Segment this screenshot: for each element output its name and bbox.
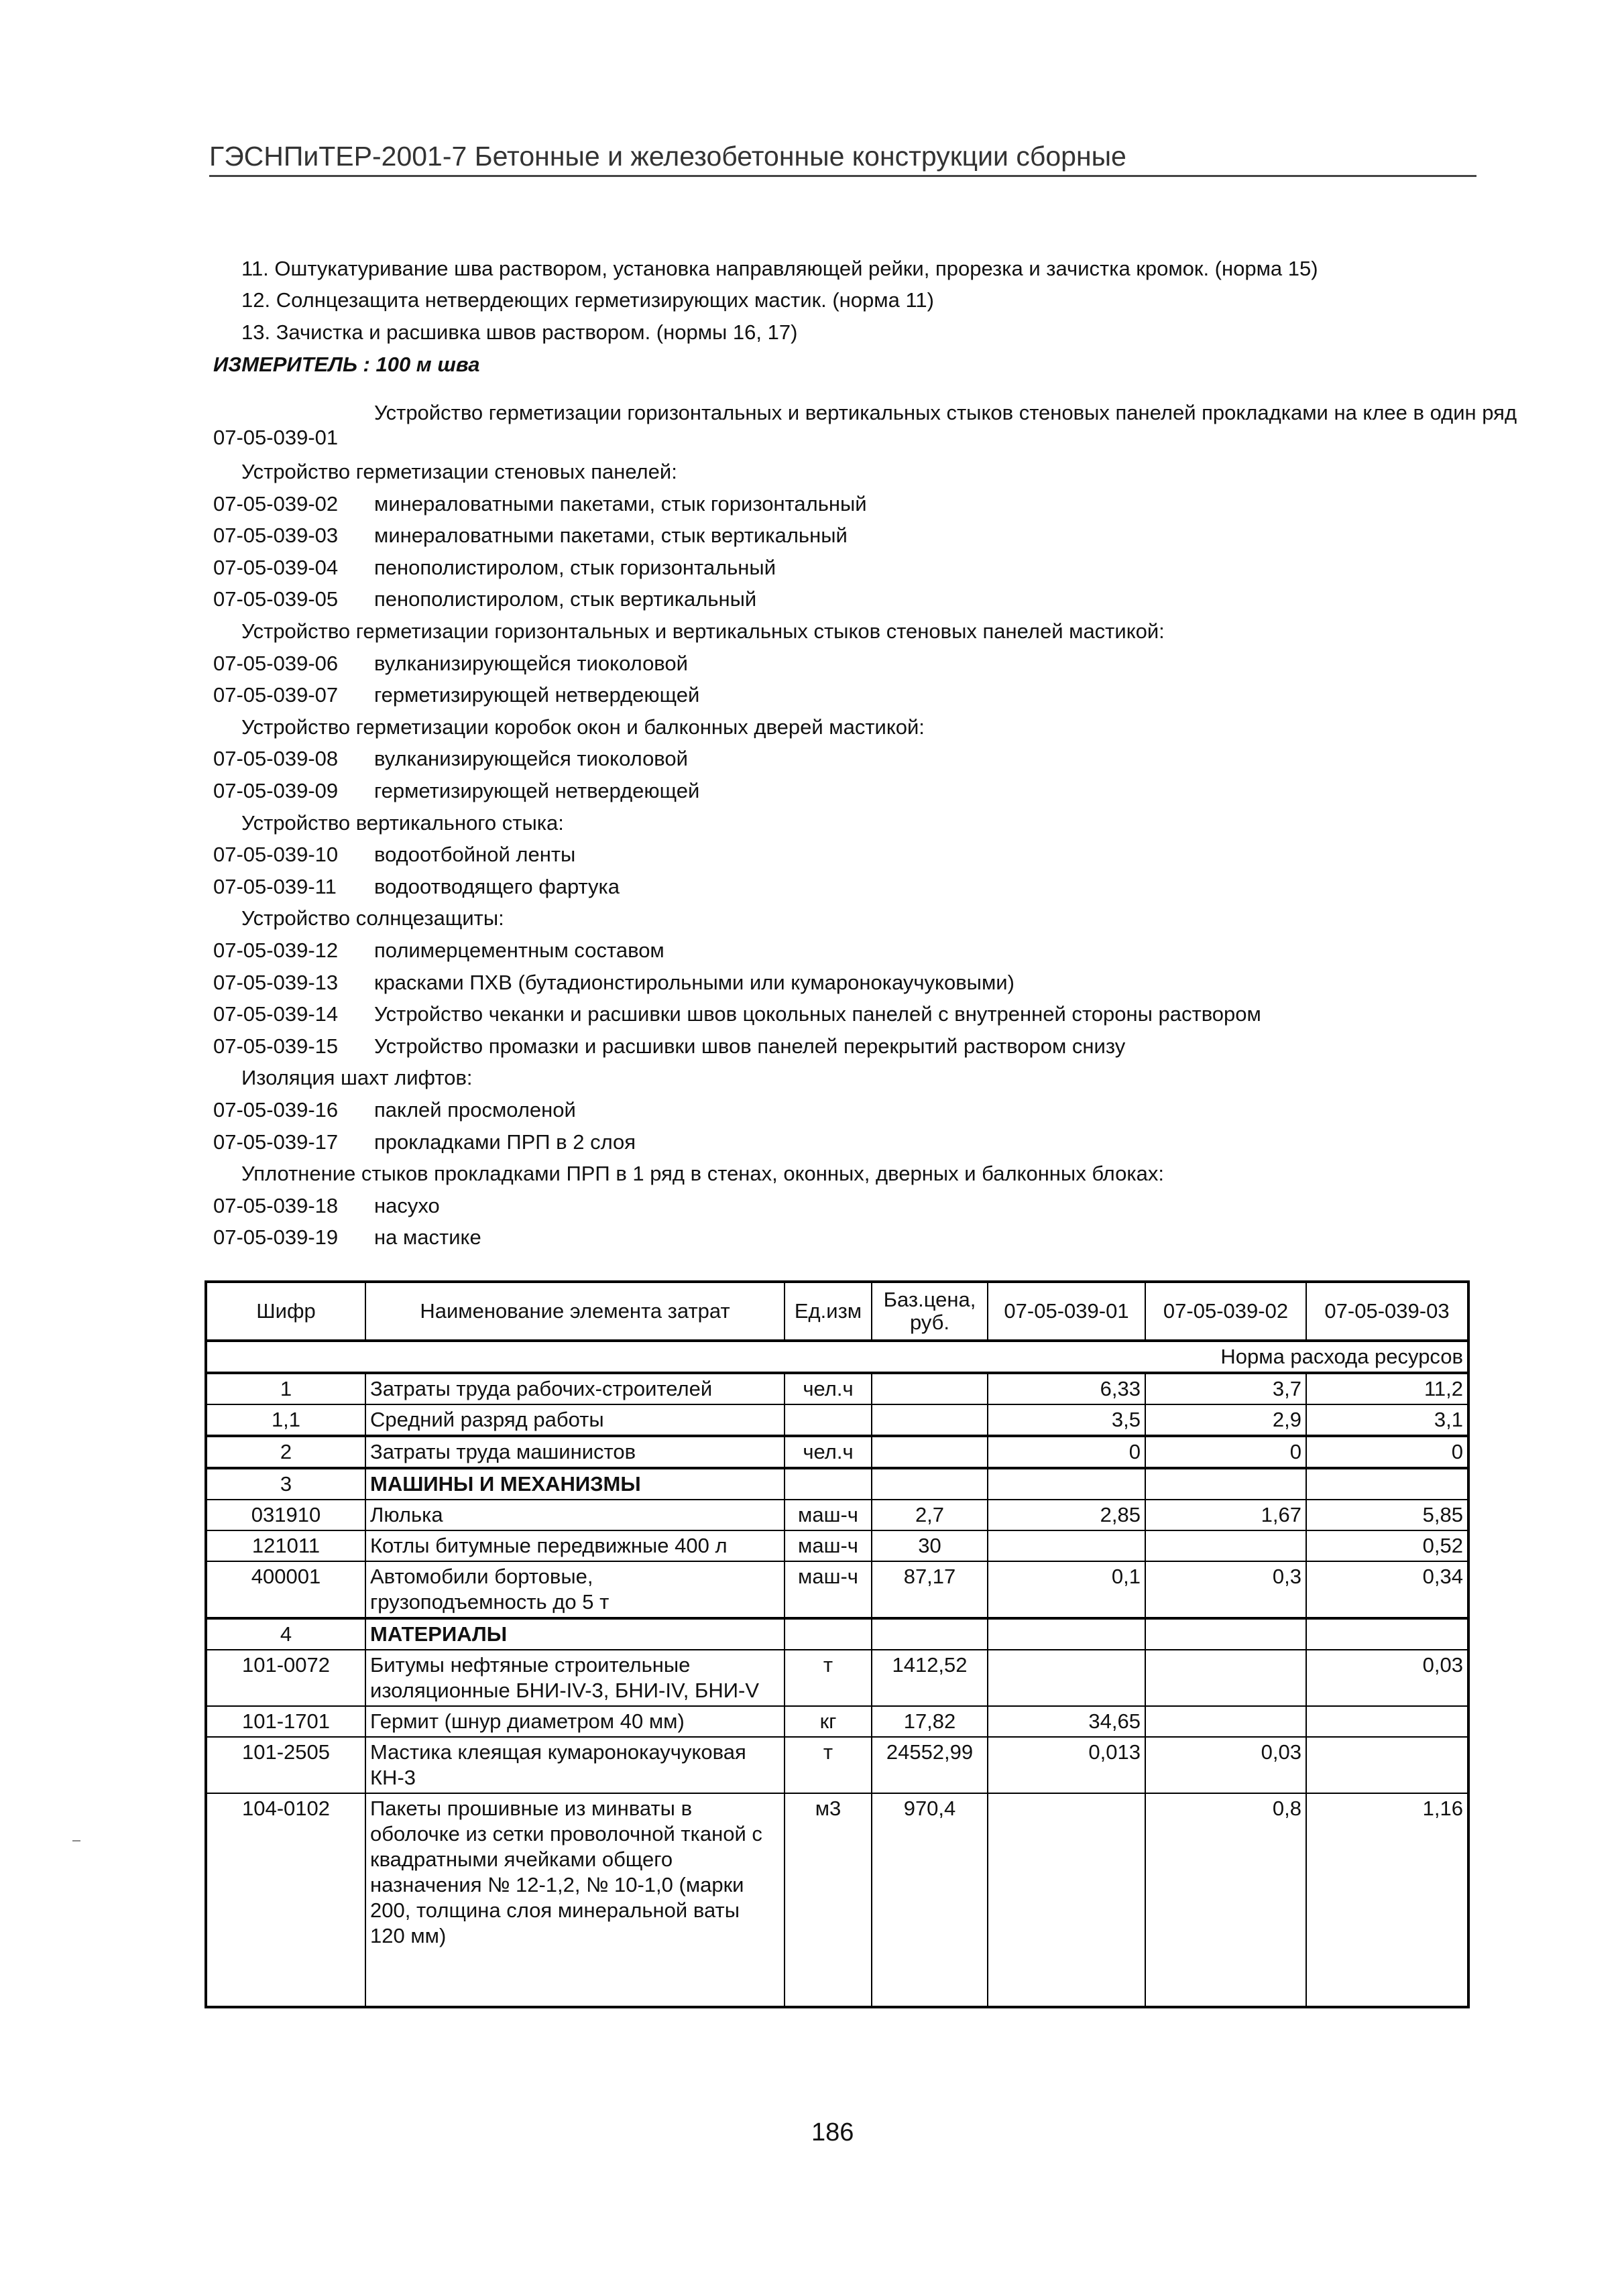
norm-group-title: Устройство вертикального стыка: (241, 811, 564, 835)
norm-title: Устройство промазки и расшивки швов панелей перекрытий раствором снизу (374, 1034, 1126, 1058)
row-price: 17,82 (872, 1706, 988, 1737)
norm-entry (213, 843, 575, 867)
norm-code: 07-05-039-18 (213, 1194, 339, 1217)
row-value-01: 0 (988, 1436, 1145, 1468)
norm-entry (213, 875, 620, 899)
section-title: МАШИНЫ И МЕХАНИЗМЫ (365, 1468, 785, 1500)
norm-code: 07-05-039-17 (213, 1130, 339, 1154)
norm-title: вулканизирующейся тиоколовой (374, 652, 688, 675)
header-col-01: 07-05-039-01 (988, 1282, 1145, 1341)
table-row (206, 1404, 1468, 1436)
norm-title: прокладками ПРП в 2 слоя (374, 1130, 636, 1154)
norm-entry (213, 492, 867, 516)
row-value-03: 3,1 (1306, 1404, 1468, 1436)
row-code: 101-1701 (206, 1706, 365, 1737)
header-col-02: 07-05-039-02 (1145, 1282, 1306, 1341)
norm-entry (213, 971, 1014, 995)
row-code: 101-2505 (206, 1737, 365, 1793)
norm-title: Устройство чеканки и расшивки швов цокольных панелей с внутренней стороны раствором (374, 1002, 1261, 1026)
norm-code: 07-05-039-06 (213, 652, 339, 675)
row-code: 121011 (206, 1530, 365, 1561)
row-name: Затраты труда машинистов (365, 1436, 785, 1468)
norm-entry (213, 939, 664, 963)
norm-title: пенополистиролом, стык горизонтальный (374, 556, 776, 579)
norm-code: 07-05-039-07 (213, 683, 339, 707)
norm-group-title: Изоляция шахт лифтов: (241, 1066, 473, 1089)
row-value-02: 0 (1145, 1436, 1306, 1468)
row-code: 031910 (206, 1500, 365, 1530)
norm-code: 07-05-039-11 (213, 875, 337, 898)
row-value-01: 34,65 (988, 1706, 1145, 1737)
norm-title: на мастике (374, 1225, 481, 1249)
row-code: 400001 (206, 1561, 365, 1618)
norm-entry (213, 556, 776, 580)
row-value-01: 2,85 (988, 1500, 1145, 1530)
norm-title: насухо (374, 1194, 440, 1217)
norm-code: 07-05-039-19 (213, 1225, 339, 1249)
row-name-line: Мастика клеящая кумаронокаучуковая (370, 1740, 746, 1764)
norm-code: 07-05-039-10 (213, 843, 339, 866)
norm-entry (213, 1194, 440, 1218)
row-unit: кг (785, 1706, 872, 1737)
row-name-line: Автомобили бортовые, (370, 1565, 593, 1588)
row-price: 1412,52 (872, 1650, 988, 1706)
row-code: 1,1 (206, 1404, 365, 1436)
norm-title: минераловатными пакетами, стык вертикальный (374, 524, 848, 547)
table-row (206, 1500, 1468, 1530)
work-item-13: 13. Зачистка и расшивка швов раствором. (нормы 16, 17) (241, 320, 798, 344)
row-value-01: 6,33 (988, 1373, 1145, 1404)
row-unit: чел.ч (785, 1373, 872, 1404)
row-price (872, 1373, 988, 1404)
norm-entry (213, 1002, 1261, 1026)
norm-entry (213, 524, 848, 548)
norm-group-title: Уплотнение стыков прокладками ПРП в 1 ряд в стенах, оконных, дверных и балконных блоках: (241, 1162, 1164, 1185)
norm-title: полимерцементным составом (374, 939, 664, 962)
norm-entry (213, 747, 688, 771)
resource-table (205, 1280, 1470, 2008)
table-row (206, 1737, 1468, 1793)
section-row-machines (206, 1468, 1468, 1500)
header-code: Шифр (206, 1282, 365, 1341)
row-value-02: 1,67 (1145, 1500, 1306, 1530)
row-value-03: 0,34 (1306, 1561, 1468, 1618)
row-name: Средний разряд работы (365, 1404, 785, 1436)
row-name (365, 1650, 785, 1706)
norm-title: Устройство герметизации горизонтальных и вертикальных стыков стеновых панелей прокладками на клее в один ряд (374, 401, 1517, 424)
row-price: 24552,99 (872, 1737, 988, 1793)
norm-title: вулканизирующейся тиоколовой (374, 747, 688, 770)
norm-group-title: Устройство солнцезащиты: (241, 906, 504, 930)
row-price (872, 1436, 988, 1468)
row-value-01: 0,013 (988, 1737, 1145, 1793)
table-header-row (206, 1282, 1468, 1341)
row-name: Люлька (365, 1500, 785, 1530)
norm-title: красками ПХВ (бутадионстирольными или кумаронокаучуковыми) (374, 971, 1014, 994)
section-row-materials (206, 1618, 1468, 1650)
row-name-line: оболочке из сетки проволочной тканой с (370, 1822, 762, 1846)
row-value-03 (1306, 1706, 1468, 1737)
norm-code: 07-05-039-14 (213, 1002, 339, 1026)
measure-unit: ИЗМЕРИТЕЛЬ : 100 м шва (213, 353, 480, 376)
row-name: Затраты труда рабочих-строителей (365, 1373, 785, 1404)
row-value-02 (1145, 1650, 1306, 1706)
row-name (365, 1737, 785, 1793)
row-unit: т (785, 1650, 872, 1706)
row-value-02: 3,7 (1145, 1373, 1306, 1404)
norm-label: Норма расхода ресурсов (206, 1341, 1468, 1373)
row-code: 104-0102 (206, 1793, 365, 2007)
page-number: 186 (811, 2118, 854, 2147)
norm-group-title: Устройство герметизации стеновых панелей: (241, 460, 677, 483)
header-name: Наименование элемента затрат (365, 1282, 785, 1341)
table-row (206, 1561, 1468, 1618)
table-row (206, 1436, 1468, 1468)
row-value-02: 2,9 (1145, 1404, 1306, 1436)
row-value-03: 0,03 (1306, 1650, 1468, 1706)
row-unit: т (785, 1737, 872, 1793)
row-name-line: КН-3 (370, 1766, 416, 1789)
row-unit: маш-ч (785, 1561, 872, 1618)
scan-mark (72, 1840, 80, 1841)
norm-title: паклей просмоленой (374, 1098, 576, 1122)
norm-title: герметизирующей нетвердеющей (374, 683, 700, 707)
norm-group-title: Устройство герметизации коробок окон и балконных дверей мастикой: (241, 715, 925, 739)
header-col-03: 07-05-039-03 (1306, 1282, 1468, 1341)
row-value-03: 11,2 (1306, 1373, 1468, 1404)
table-row (206, 1373, 1468, 1404)
row-price: 87,17 (872, 1561, 988, 1618)
norm-code: 07-05-039-13 (213, 971, 339, 994)
row-code: 3 (206, 1468, 365, 1500)
norm-title: пенополистиролом, стык вертикальный (374, 587, 757, 611)
norm-entry (213, 683, 699, 707)
row-value-02 (1145, 1530, 1306, 1561)
norm-entry (213, 779, 699, 803)
row-price: 30 (872, 1530, 988, 1561)
row-value-01: 0,1 (988, 1561, 1145, 1618)
row-unit (785, 1404, 872, 1436)
table-row (206, 1793, 1468, 2007)
row-code: 101-0072 (206, 1650, 365, 1706)
row-code: 4 (206, 1618, 365, 1650)
norm-code: 07-05-039-16 (213, 1098, 339, 1122)
norm-entry (213, 1225, 481, 1250)
norm-code: 07-05-039-02 (213, 492, 339, 516)
table-row (206, 1706, 1468, 1737)
row-unit: чел.ч (785, 1436, 872, 1468)
row-value-03: 5,85 (1306, 1500, 1468, 1530)
row-code: 1 (206, 1373, 365, 1404)
row-value-02: 0,03 (1145, 1737, 1306, 1793)
row-value-02 (1145, 1706, 1306, 1737)
norm-entry (213, 1034, 1125, 1059)
norm-entry (213, 1098, 576, 1122)
header-unit: Ед.изм (785, 1282, 872, 1341)
row-name (365, 1793, 785, 2007)
row-value-01 (988, 1530, 1145, 1561)
row-value-02: 0,8 (1145, 1793, 1306, 2007)
row-price: 970,4 (872, 1793, 988, 2007)
row-name-line: квадратными ячейками общего (370, 1848, 673, 1871)
row-name-line: Пакеты прошивные из минваты в (370, 1797, 693, 1820)
norm-entry (213, 587, 756, 611)
norm-code: 07-05-039-01 (213, 426, 339, 449)
norm-code: 07-05-039-09 (213, 779, 339, 802)
row-value-01 (988, 1793, 1145, 2007)
norm-label-row (206, 1341, 1468, 1373)
row-name-line: грузоподъемность до 5 т (370, 1590, 610, 1614)
row-unit: м3 (785, 1793, 872, 2007)
running-header: ГЭСНПиТЕР-2001-7 Бетонные и железобетонные конструкции сборные (209, 141, 1476, 177)
norm-title: минераловатными пакетами, стык горизонтальный (374, 492, 867, 516)
work-item-11: 11. Оштукатуривание шва раствором, установка направляющей рейки, прорезка и зачистка кромок. (норма 15) (241, 257, 1318, 280)
row-value-03: 0 (1306, 1436, 1468, 1468)
row-value-03 (1306, 1737, 1468, 1793)
row-name-line: Битумы нефтяные строительные (370, 1653, 691, 1677)
table-row (206, 1650, 1468, 1706)
row-value-01: 3,5 (988, 1404, 1145, 1436)
norm-title: водоотбойной ленты (374, 843, 576, 866)
norm-entry (213, 1130, 636, 1154)
row-price: 2,7 (872, 1500, 988, 1530)
row-code: 2 (206, 1436, 365, 1468)
norm-code: 07-05-039-08 (213, 747, 339, 770)
norm-code: 07-05-039-12 (213, 939, 339, 962)
header-price: Баз.цена, руб. (872, 1282, 988, 1341)
row-value-02: 0,3 (1145, 1561, 1306, 1618)
norm-title: водоотводящего фартука (374, 875, 620, 898)
section-title: МАТЕРИАЛЫ (365, 1618, 785, 1650)
norm-code: 07-05-039-05 (213, 587, 339, 611)
row-name: Гермит (шнур диаметром 40 мм) (365, 1706, 785, 1737)
row-name: Котлы битумные передвижные 400 л (365, 1530, 785, 1561)
row-value-03: 0,52 (1306, 1530, 1468, 1561)
row-unit: маш-ч (785, 1530, 872, 1561)
table-row (206, 1530, 1468, 1561)
row-name-line: назначения № 12-1,2, № 10-1,0 (марки (370, 1873, 744, 1896)
row-name-line: 200, толщина слоя минеральной ваты (370, 1898, 740, 1922)
norm-code: 07-05-039-03 (213, 524, 339, 547)
norm-title: герметизирующей нетвердеющей (374, 779, 700, 802)
row-name (365, 1561, 785, 1618)
work-item-12: 12. Солнцезащита нетвердеющих герметизирующих мастик. (норма 11) (241, 288, 934, 312)
row-unit: маш-ч (785, 1500, 872, 1530)
norm-code: 07-05-039-15 (213, 1034, 339, 1058)
row-value-01 (988, 1650, 1145, 1706)
row-name-line: 120 мм) (370, 1924, 447, 1947)
norm-group-title: Устройство герметизации горизонтальных и вертикальных стыков стеновых панелей мастикой: (241, 619, 1165, 643)
norm-code: 07-05-039-04 (213, 556, 339, 579)
row-value-03: 1,16 (1306, 1793, 1468, 2007)
row-price (872, 1404, 988, 1436)
norm-entry (213, 652, 688, 676)
row-name-line: изоляционные БНИ-IV-3, БНИ-IV, БНИ-V (370, 1679, 760, 1702)
